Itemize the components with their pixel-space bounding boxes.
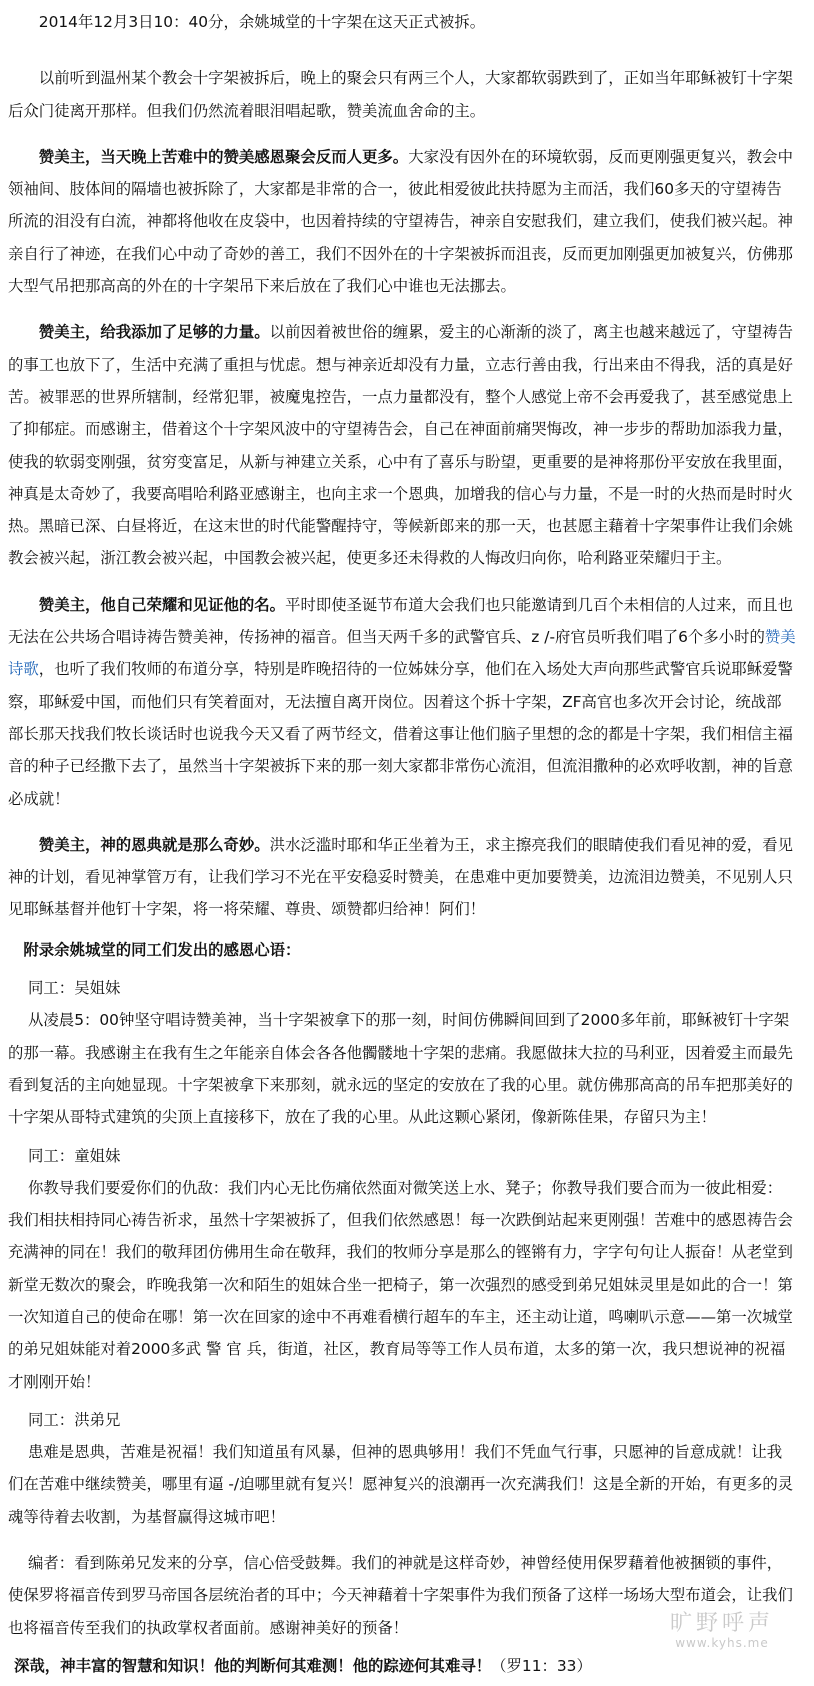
watermark-url: www.kyhs.me bbox=[675, 1636, 769, 1650]
paragraph-lead: 赞美主，当天晚上苦难中的赞美感恩聚会反而人更多。 bbox=[38, 147, 409, 166]
testimony-3 bbox=[8, 1404, 796, 1533]
verse-text: 深哉，神丰富的智慧和知识！他的判断何其难测！他的踪迹何其难寻！ bbox=[14, 1656, 492, 1675]
paragraph-body: 洪水泛滥时耶和华正坐着为王，求主擦亮我们的眼睛使我们看见神的爱，看见神的计划，看见神掌管万有，让我们学习不光在平安稳妥时赞美，在患难中更加要赞美，边流泪边赞美，不见别人只见耶稣基督并他钉十字架，将一将荣耀、尊贵、颂赞都归给神！阿们！ bbox=[8, 835, 793, 919]
date-line: 2014年12月3日10：40分，余姚城堂的十字架在这天正式被拆。 bbox=[38, 13, 486, 31]
paragraph-body: 大家没有因外在的环境软弱，反而更刚强更复兴，教会中领袖间、肢体间的隔墙也被拆除了，大家都是非常的合一，彼此相爱彼此扶持愿为主而活，我们60多天的守望祷告所流的泪没有白流，神都将他收在皮袋中，也因着持续的守望祷告，神亲自安慰我们，建立我们，使我们被兴起。神亲自行了神迹，在我们心中动了奇妙的善工，我们不因外在的十字架被拆而沮丧，反而更加刚强更加被复兴，仿佛那大型气吊把那高高的外在的十字架吊下来后放在了我们心中谁也无法挪去。 bbox=[8, 147, 793, 296]
testimony-text: 从凌晨5：00钟坚守唱诗赞美神，当十字架被拿下的那一刻，时间仿佛瞬间回到了2000多年前，耶稣被钉十字架的那一幕。我感谢主在我有生之年能亲自体会各各他髑髅地十字架的悲痛。我愿做抹大拉的马利亚，因着爱主而最先看到复活的主向她显现。十字架被拿下来那刻，就永远的坚定的安放在了我的心里。就仿佛那高高的吊车把那美好的十字架从哥特式建筑的尖顶上直接移下，放在了我的心里。从此这颗心紧闭，像新陈佳果，存留只为主！ bbox=[8, 1011, 793, 1127]
testimony-text: 患难是恩典，苦难是祝福！我们知道虽有风暴，但神的恩典够用！我们不凭血气行事，只愿神的旨意成就！让我们在苦难中继续赞美，哪里有逼 -/迫哪里就有复兴！愿神复兴的浪潮再一次充满我们！这是全新的开始，有更多的灵魂等待着去收割，为基督赢得这城市吧！ bbox=[8, 1443, 794, 1526]
praise-paragraph-1 bbox=[8, 141, 796, 302]
verse-reference: （罗11：33） bbox=[491, 1656, 592, 1675]
site-watermark bbox=[670, 1612, 774, 1650]
testimony-2 bbox=[8, 1140, 796, 1398]
watermark-name: 旷野呼声 bbox=[669, 1611, 774, 1636]
paragraph-lead: 赞美主，神的恩典就是那么奇妙。 bbox=[38, 835, 270, 854]
paragraph-body: ，也听了我们牧师的布道分享，特别是昨晚招待的一位姊妹分享，他们在入场处大声向那些武警官兵说耶稣爱警察，耶稣爱中国，而他们只有笑着面对，无法擅自离开岗位。因着这个拆十字架，ZF高官也多次开会讨论，统战部部长那天找我们牧长谈话时也说我今天又看了两节经文，借着这事让他们脑子里想的念的都是十字架，我们相信主福音的种子已经撒下去了，虽然当十字架被拆下来的那一刻大家都非常伤心流泪，但流泪撒种的必欢呼收割，神的旨意必成就！ bbox=[8, 660, 793, 808]
paragraph-body: 以前因着被世俗的缠累，爱主的心渐渐的淡了，离主也越来越远了，守望祷告的事工也放下了，生活中充满了重担与忧虑。想与神亲近却没有力量，立志行善由我，行出来由不得我，活的真是好苦。被罪恶的世界所辖制，经常犯罪，被魔鬼控告，一点力量都没有，整个人感觉上帝不会再爱我了，甚至感觉患上了抑郁症。而感谢主，借着这个十字架风波中的守望祷告会，自己在神面前痛哭悔改，神一步步的帮助加添我力量，使我的软弱变刚强，贫穷变富足，从新与神建立关系，心中有了喜乐与盼望，更重要的是神将那份平安放在我里面，神真是太奇妙了，我要高唱哈利路亚感谢主，也向主求一个恩典，加增我的信心与力量，不是一时的火热而是时时火热。黑暗已深、白昼将近，在这末世的时代能警醒持守，等候新郎来的那一天，也甚愿主藉着十字架事件让我们余姚教会被兴起，浙江教会被兴起，中国教会被兴起，使更多还未得救的人悔改归向你，哈利路亚荣耀归于主。 bbox=[8, 323, 793, 568]
praise-paragraph-2 bbox=[8, 316, 796, 574]
editor-note: 编者：看到陈弟兄发来的分享，信心倍受鼓舞。我们的神就是这样奇妙，神曾经使用保罗藉着他被捆锁的事件，使保罗将福音传到罗马帝国各层统治者的耳中；今天神藉着十字架事件为我们预备了这样一场场大型布道会，让我们也将福音传至我们的执政掌权者面前。感谢神美好的预备！ bbox=[8, 1554, 793, 1637]
praise-paragraph-4 bbox=[8, 829, 796, 926]
testimony-speaker: 同工：洪弟兄 bbox=[28, 1410, 121, 1429]
appendix-title: 附录余姚城堂的同工们发出的感恩心语： bbox=[23, 940, 301, 959]
paragraph-lead: 赞美主，给我添加了足够的力量。 bbox=[38, 323, 270, 342]
testimony-1 bbox=[8, 972, 796, 1133]
closing-verse bbox=[8, 1650, 796, 1682]
praise-paragraph-3 bbox=[8, 589, 796, 815]
paragraph-body: 平时即使圣诞节布道大会我们也只能邀请到几百个未相信的人过来，而且也无法在公共场合唱诗祷告赞美神，传扬神的福音。但当天两千多的武警官兵、z /-府官员听我们唱了6个多小时的 bbox=[8, 595, 793, 647]
intro-paragraph: 以前听到温州某个教会十字架被拆后，晚上的聚会只有两三个人，大家都软弱跌到了，正如当年耶稣被钉十字架后众门徒离开那样。但我们仍然流着眼泪唱起歌，赞美流血舍命的主。 bbox=[8, 69, 793, 120]
testimony-text: 你教导我们要爱你们的仇敌：我们内心无比伤痛依然面对微笑送上水、凳子；你教导我们要合而为一彼此相爱：我们相扶相持同心祷告祈求，虽然十字架被拆了，但我们依然感恩！每一次跌倒站起来更刚强！苦难中的感恩祷告会充满神的同在！我们的敬拜团仿佛用生命在敬拜，我们的牧师分享是那么的铿锵有力，字字句句让人振奋！从老堂到新堂无数次的聚会，昨晚我第一次和陌生的姐妹合坐一把椅子，第一次强烈的感受到弟兄姐妹灵里是如此的合一！第一次知道自己的使命在哪！第一次在回家的途中不再难看横行超车的车主，还主动让道，鸣喇叭示意——第一次城堂的弟兄姐妹能对着2000多武 警 官 兵，街道，社区，教育局等等工作人员布道，太多的第一次，我只想说神的祝福才刚刚开始！ bbox=[8, 1178, 793, 1391]
hymn-link[interactable]: 赞美诗歌 bbox=[8, 628, 796, 679]
testimony-speaker: 同工：童姐妹 bbox=[28, 1146, 121, 1165]
testimony-speaker: 同工：吴姐妹 bbox=[28, 979, 121, 998]
paragraph-lead: 赞美主，他自己荣耀和见证他的名。 bbox=[38, 595, 286, 614]
